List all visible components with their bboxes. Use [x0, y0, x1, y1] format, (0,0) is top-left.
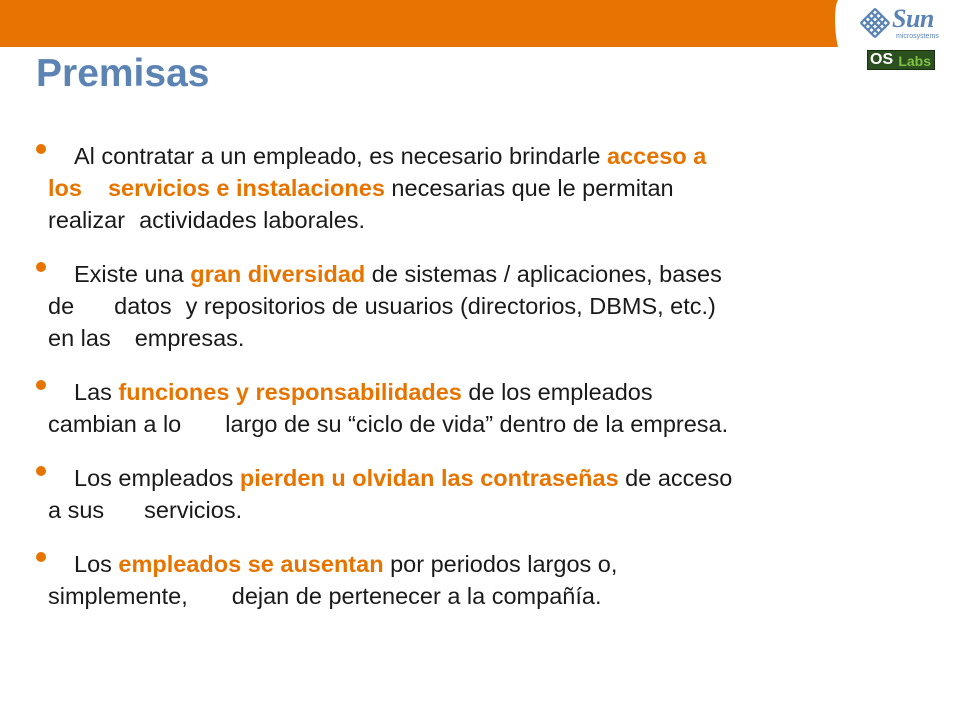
body-text: necesarias que le permitan	[384, 175, 674, 201]
bullet-item	[48, 140, 908, 236]
slide-title: Premisas	[36, 52, 210, 95]
body-text: Los	[74, 551, 119, 577]
body-text: largo de su “ciclo de vida” dentro de la empresa.	[225, 411, 729, 437]
body-text: empresas.	[134, 325, 245, 351]
bullet-line	[48, 172, 908, 204]
bullet-list	[48, 140, 908, 634]
logo-area	[858, 6, 938, 70]
body-text: Las	[74, 379, 119, 405]
sun-logo	[858, 6, 938, 44]
body-text: Los empleados	[74, 465, 240, 491]
bullet-dot-icon	[36, 144, 46, 154]
bullet-dot-icon	[36, 466, 46, 476]
highlight-text: pierden u olvidan las contraseñas	[239, 465, 619, 491]
bullet-line	[48, 204, 908, 236]
bullet-line	[48, 258, 908, 290]
bullet-dot-icon	[36, 380, 46, 390]
bullet-line	[48, 462, 908, 494]
highlight-text: empleados se ausentan	[118, 551, 384, 577]
bullet-line	[48, 322, 908, 354]
bullet-line	[48, 376, 908, 408]
body-text: de acceso	[618, 465, 733, 491]
bullet-line	[48, 290, 908, 322]
body-text: simplemente,	[48, 583, 188, 609]
body-text: de	[48, 293, 75, 319]
bullet-line	[48, 140, 908, 172]
oslabs-suffix: Labs	[898, 53, 931, 69]
header-bar-shape	[0, 0, 960, 47]
bullet-line	[48, 408, 908, 440]
header-bar	[0, 0, 960, 47]
bullet-item	[48, 462, 908, 526]
bullet-dot-icon	[36, 552, 46, 562]
oslabs-logo	[867, 50, 935, 70]
oslabs-prefix: OS	[870, 51, 894, 68]
highlight-text: los	[48, 175, 82, 201]
body-text: actividades laborales.	[139, 207, 366, 233]
body-text: y repositorios de usuarios (directorios, DBMS, etc.)	[185, 293, 716, 319]
body-text: de sistemas / aplicaciones, bases	[365, 261, 722, 287]
body-text: Al contratar a un empleado, es necesario brindarle	[74, 143, 607, 169]
sun-diamond-icon	[860, 8, 890, 38]
body-text: dejan de pertenecer a la compañía.	[231, 583, 602, 609]
highlight-text: servicios e instalaciones	[107, 175, 385, 201]
body-text: cambian a lo	[48, 411, 182, 437]
bullet-dot-icon	[36, 262, 46, 272]
highlight-text: funciones y responsabilidades	[118, 379, 462, 405]
body-text: por periodos largos o,	[383, 551, 618, 577]
bullet-item	[48, 258, 908, 354]
bullet-line	[48, 548, 908, 580]
body-text: servicios.	[144, 497, 243, 523]
body-text: datos	[114, 293, 172, 319]
sun-brand-text: Sun	[892, 4, 934, 33]
bullet-line	[48, 580, 908, 612]
bullet-item	[48, 376, 908, 440]
highlight-text: acceso a	[606, 143, 707, 169]
body-text: realizar	[48, 207, 126, 233]
body-text: a sus	[48, 497, 105, 523]
body-text: Existe una	[74, 261, 191, 287]
highlight-text: gran diversidad	[190, 261, 366, 287]
body-text: en las	[48, 325, 111, 351]
bullet-item	[48, 548, 908, 612]
body-text: de los empleados	[461, 379, 653, 405]
sun-brand-subtext: microsystems	[896, 33, 939, 40]
bullet-line	[48, 494, 908, 526]
